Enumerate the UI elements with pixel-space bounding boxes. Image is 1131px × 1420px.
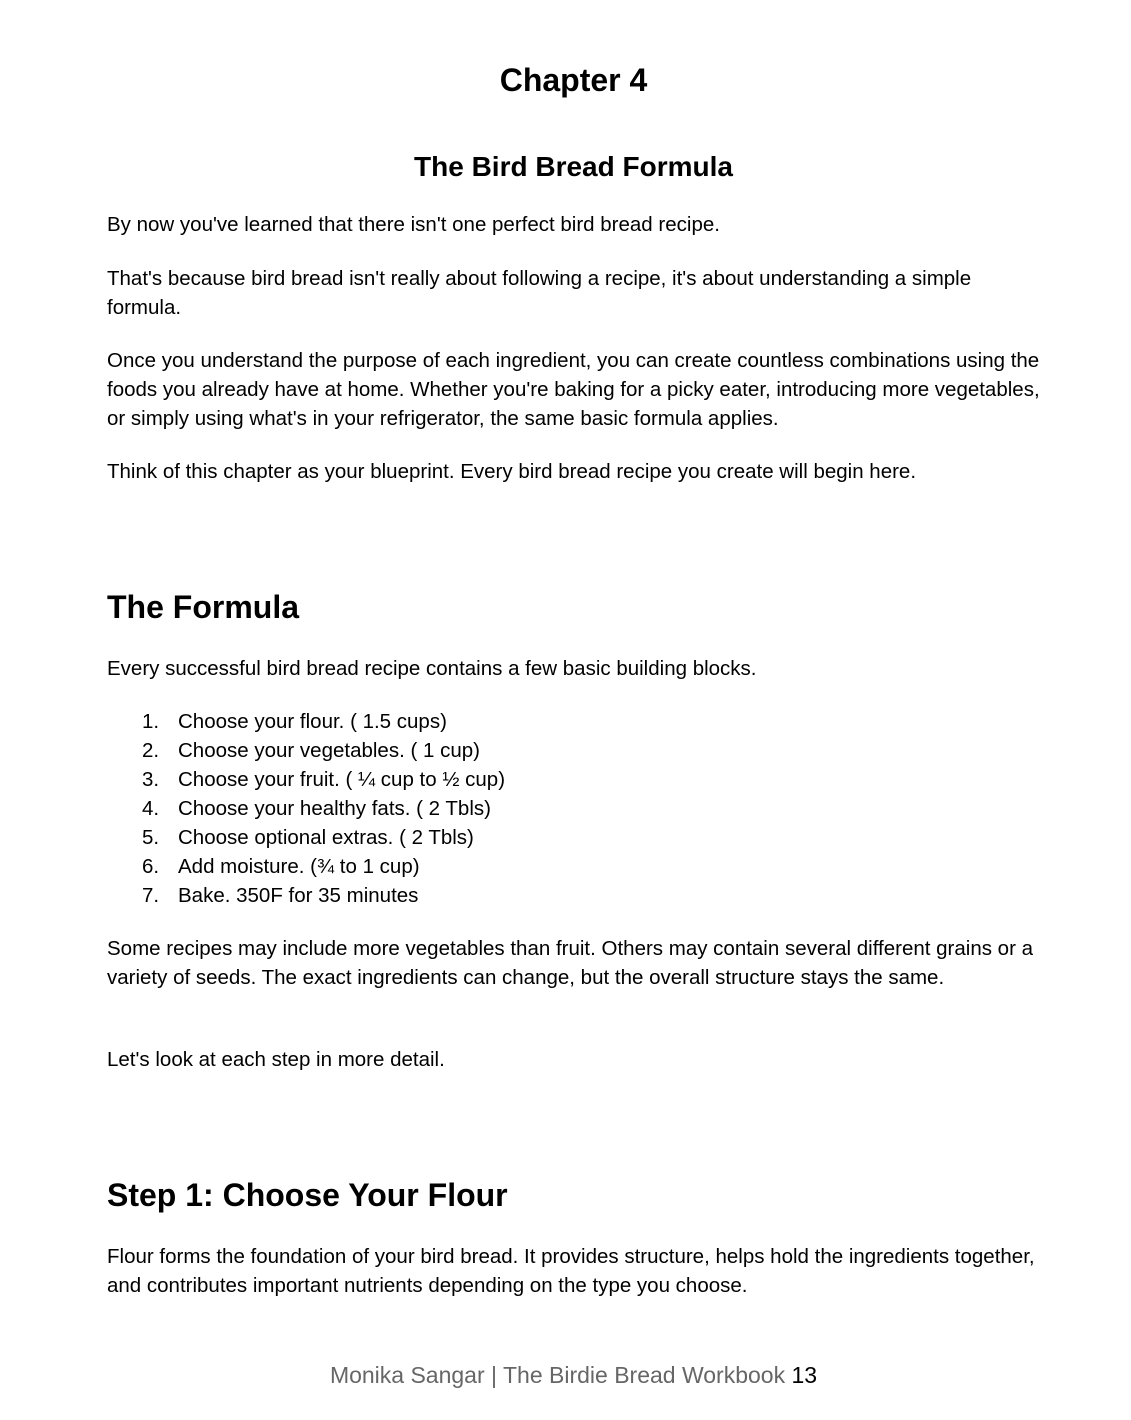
- list-item: [107, 707, 505, 736]
- intro-paragraph-1: By now you've learned that there isn't one perfect bird bread recipe.: [107, 213, 720, 236]
- list-item-number: 4.: [142, 797, 160, 820]
- list-item-number: 5.: [142, 826, 160, 849]
- formula-lead: Every successful bird bread recipe contains a few basic building blocks.: [107, 657, 757, 680]
- intro-paragraph-4: Think of this chapter as your blueprint. Every bird bread recipe you create will begin here.: [107, 460, 917, 483]
- list-item-text: Choose your fruit. ( ¼ cup to ½ cup): [178, 768, 506, 791]
- intro-paragraph-2: That's because bird bread isn't really about following a recipe, it's about understanding a simple formula.: [107, 267, 972, 319]
- list-item-number: 3.: [142, 768, 160, 791]
- list-item-number: 2.: [142, 739, 160, 762]
- list-item-number: 7.: [142, 884, 160, 907]
- page-footer: [0, 1360, 1131, 1390]
- formula-steps-list: [107, 707, 505, 910]
- list-item: [107, 823, 505, 852]
- list-item-number: 6.: [142, 855, 160, 878]
- formula-heading: The Formula: [107, 589, 300, 625]
- intro-paragraph-3: Once you understand the purpose of each ingredient, you can create countless combinations using the foods you already have at home. Whether you're baking for a picky eater, introducing more vegetables, or simply using what's in your refrigerator, the same basic formula applies.: [107, 349, 1040, 430]
- list-item-text: Choose your vegetables. ( 1 cup): [178, 739, 480, 762]
- list-item: [107, 765, 505, 794]
- list-item: [107, 736, 505, 765]
- list-item: [107, 852, 505, 881]
- list-item-text: Add moisture. (¾ to 1 cup): [178, 855, 420, 878]
- list-item-text: Choose your healthy fats. ( 2 Tbls): [178, 797, 491, 820]
- list-item: [107, 881, 505, 910]
- list-item-text: Choose optional extras. ( 2 Tbls): [178, 826, 474, 849]
- footer-author-title: Monika Sangar | The Birdie Bread Workbook: [329, 1362, 786, 1388]
- page-number: 13: [791, 1362, 818, 1388]
- list-item: [107, 794, 505, 823]
- formula-after-paragraph-2: Let's look at each step in more detail.: [107, 1048, 445, 1071]
- list-item-text: Bake. 350F for 35 minutes: [178, 884, 419, 907]
- step1-body: Flour forms the foundation of your bird bread. It provides structure, helps hold the ingredients together, and contributes important nutrients depending on the type you choose.: [107, 1245, 1035, 1297]
- formula-after-paragraph-1: Some recipes may include more vegetables than fruit. Others may contain several different grains or a variety of seeds. The exact ingredients can change, but the overall structure stays the same.: [107, 937, 1033, 989]
- chapter-label: Chapter 4: [499, 62, 648, 98]
- step1-heading: Step 1: Choose Your Flour: [107, 1177, 508, 1213]
- list-item-number: 1.: [142, 710, 160, 733]
- list-item-text: Choose your flour. ( 1.5 cups): [178, 710, 447, 733]
- chapter-title: The Bird Bread Formula: [414, 151, 733, 182]
